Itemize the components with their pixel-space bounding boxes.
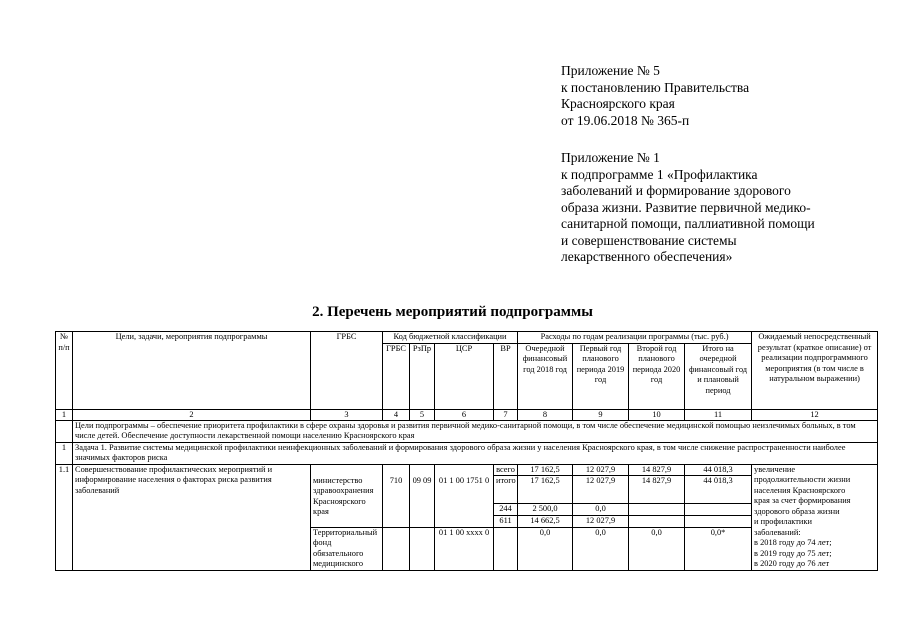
appendix-line: лекарственного обеспечения» [561, 249, 733, 264]
measure-num: 1.1 [56, 464, 73, 570]
measures-table [55, 331, 878, 571]
appendix-line: к постановлению Правительства [561, 79, 750, 95]
header-row [56, 332, 878, 344]
header-code-vr: ВР [494, 343, 518, 409]
value-2020 [629, 515, 685, 527]
appendix-line: заболеваний и формирование здорового [561, 183, 791, 198]
column-number-row [56, 409, 878, 420]
appendix-line: и совершенствование системы [561, 232, 737, 248]
header-num: № п/п [56, 332, 73, 410]
goal-row [56, 420, 878, 442]
expected-result: увеличение продолжительности жизни населения Красноярского края за счет формирования здорового образа жизни и профилактики заболеваний: в 2018 году до 74 лет; в 2019 году до 75 лет; в 2020 году до 76 лет [752, 464, 878, 570]
value-total [685, 503, 752, 515]
header-code-csr: ЦСР [435, 343, 494, 409]
value-total: 44 018,3 [685, 464, 752, 476]
header-year-2019: Первый год планового периода 2019 год [573, 343, 629, 409]
value-2020: 0,0 [629, 527, 685, 570]
value-2018: 0,0 [518, 527, 573, 570]
header-expenses: Расходы по годам реализации программы (тыс. руб.) [518, 332, 752, 344]
value-2019: 12 027,9 [573, 476, 629, 504]
grbs-ministry: министерство здравоохранения Красноярского края [311, 476, 383, 528]
code-rzpr: 09 09 [410, 476, 435, 528]
column-number: 12 [752, 409, 878, 420]
page-title: 2. Перечень мероприятий подпрограммы [312, 304, 593, 320]
measure-text: Совершенствование профилактических мероприятий и информирование населения о факторах риска развития заболеваний [73, 464, 311, 570]
header-total: Итого на очередной финансовый год и плановый период [685, 343, 752, 409]
header-goals: Цели, задачи, мероприятия подпрограммы [73, 332, 311, 410]
column-number: 11 [685, 409, 752, 420]
header-year-2020: Второй год планового периода 2020 год [629, 343, 685, 409]
column-number: 1 [56, 409, 73, 420]
appendix-line: Приложение № 1 [561, 150, 660, 165]
column-number: 6 [435, 409, 494, 420]
column-number: 9 [573, 409, 629, 420]
measure-row [56, 464, 878, 476]
appendix-line: от 19.06.2018 № 365-п [561, 112, 690, 128]
header-grbs: ГРБС [311, 332, 383, 410]
value-2019: 0,0 [573, 527, 629, 570]
task-row [56, 442, 878, 464]
grbs-fund: Территориальный фонд обязательного медицинского [311, 527, 383, 570]
appendix-line: Приложение № 5 [561, 63, 660, 78]
header-result: Ожидаемый непосредственный результат (краткое описание) от реализации подпрограммного мероприятия (в том числе в натуральном выражении) [752, 332, 878, 410]
task-text: Задача 1. Развитие системы медицинской профилактики неинфекционных заболеваний и формирования здорового образа жизни у населения Красноярского края, в том числе снижение распространенности наиболее значимых факторов риска [73, 442, 878, 464]
vr-cell: итого [494, 476, 518, 504]
value-2019: 12 027,9 [573, 464, 629, 476]
vr-cell: 611 [494, 515, 518, 527]
appendix-subprogram [561, 150, 815, 266]
code-grbs: 710 [383, 476, 410, 528]
value-2018: 2 500,0 [518, 503, 573, 515]
value-2019: 12 027,9 [573, 515, 629, 527]
value-total: 0,0* [685, 527, 752, 570]
fund-csr: 01 1 00 xxxx 0 [435, 527, 494, 570]
value-2018: 17 162,5 [518, 476, 573, 504]
value-2020 [629, 503, 685, 515]
appendix-government-decree [561, 63, 749, 129]
value-total [685, 515, 752, 527]
task-num: 1 [56, 442, 73, 464]
column-number: 4 [383, 409, 410, 420]
column-number: 8 [518, 409, 573, 420]
column-number: 5 [410, 409, 435, 420]
appendix-line: образа жизни. Развитие первичной медико- [561, 199, 811, 215]
column-number: 10 [629, 409, 685, 420]
value-2020: 14 827,9 [629, 476, 685, 504]
appendix-line: санитарной помощи, паллиативной помощи [561, 216, 815, 231]
column-number: 3 [311, 409, 383, 420]
appendix-line: к подпрограмме 1 «Профилактика [561, 166, 758, 182]
goal-text: Цели подпрограммы – обеспечение приоритета профилактики в сфере охраны здоровья и развития первичной медико-санитарной помощи, в том числе обеспечение медицинской помощью неизлечимых больных, в том числе детей. Обеспечение доступности лекарственной помощи населению Красноярского края [73, 420, 878, 442]
header-year-2018: Очередной финансовый год 2018 год [518, 343, 573, 409]
header-code-grbs: ГРБС [383, 343, 410, 409]
header-budget-code: Код бюджетной классификации [383, 332, 518, 344]
vr-cell: всего [494, 464, 518, 476]
appendix-line: Красноярского края [561, 96, 675, 111]
vr-cell: 244 [494, 503, 518, 515]
value-total: 44 018,3 [685, 476, 752, 504]
value-2018: 14 662,5 [518, 515, 573, 527]
column-number: 7 [494, 409, 518, 420]
code-csr: 01 1 00 1751 0 [435, 476, 494, 528]
column-number: 2 [73, 409, 311, 420]
header-code-rzpr: РзПр [410, 343, 435, 409]
value-2020: 14 827,9 [629, 464, 685, 476]
value-2018: 17 162,5 [518, 464, 573, 476]
value-2019: 0,0 [573, 503, 629, 515]
